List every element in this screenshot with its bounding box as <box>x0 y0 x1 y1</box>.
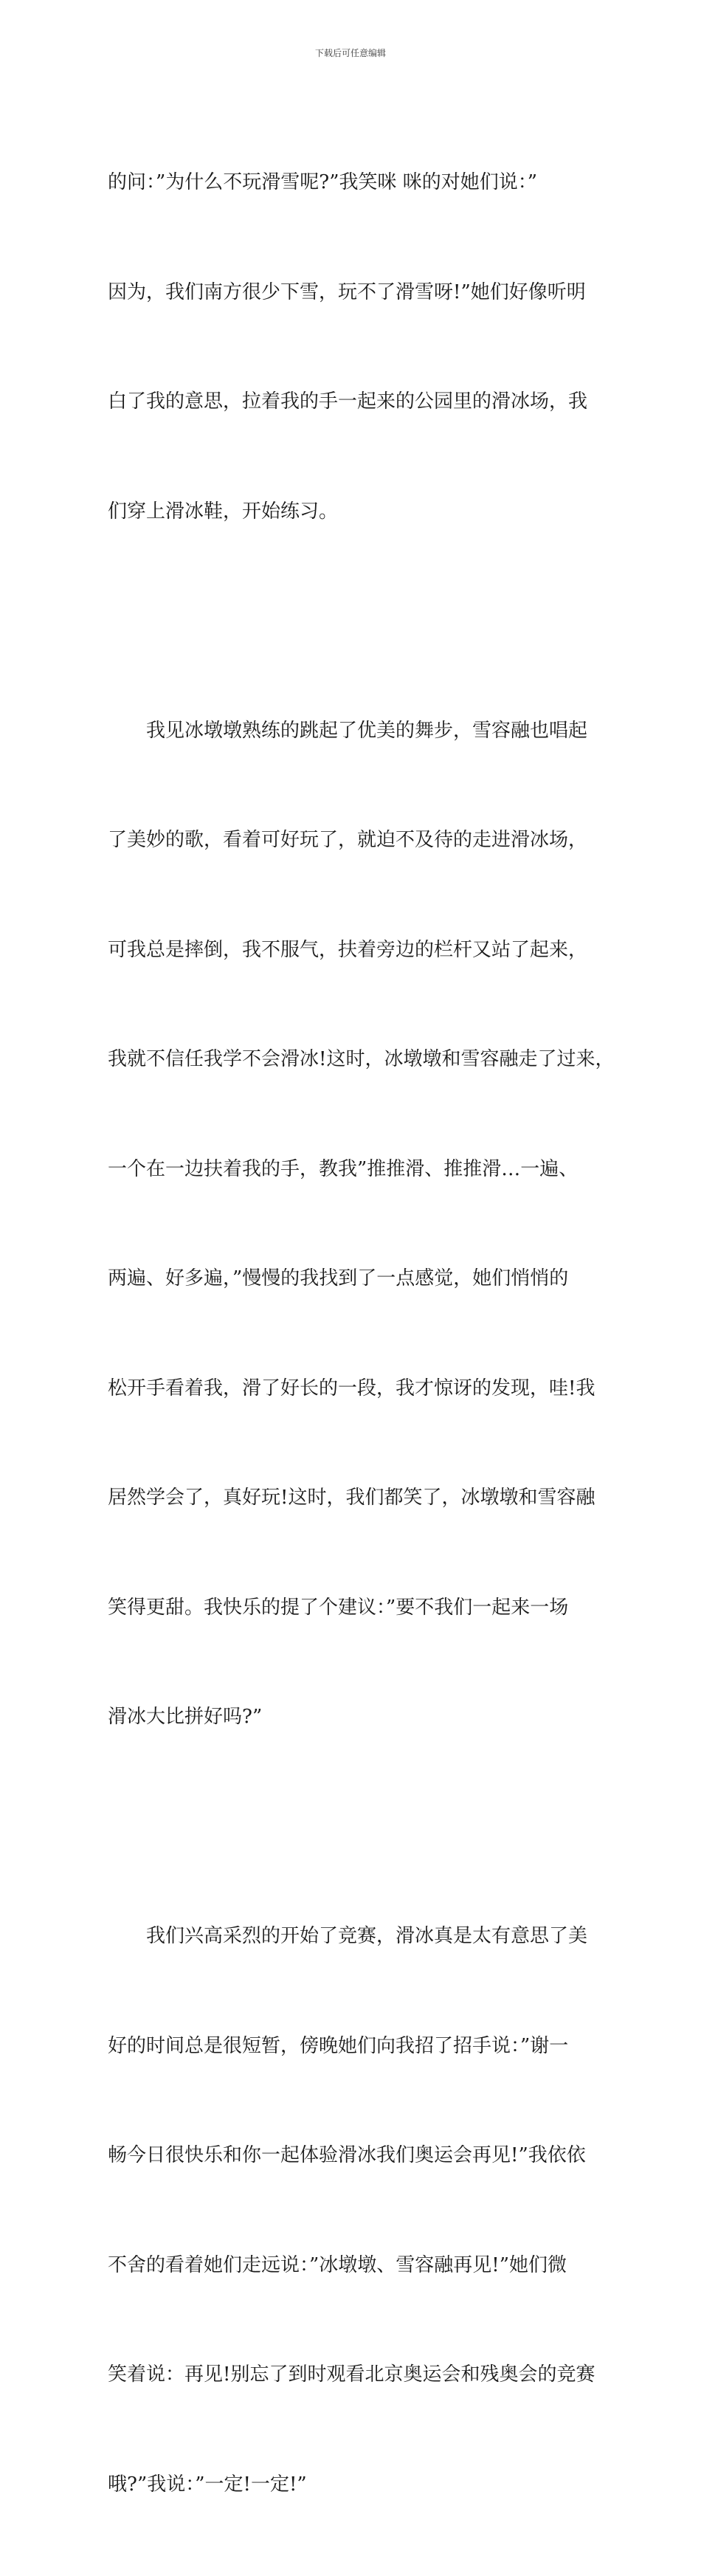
document-body <box>108 92 615 2576</box>
text-line: 哦?”我说：”一定!一定!” <box>108 2473 307 2496</box>
text-line: 我就不信任我学不会滑冰!这时，冰墩墩和雪容融走了过来， <box>108 1048 615 1070</box>
text-line: 我见冰墩墩熟练的跳起了优美的舞步，雪容融也唱起 <box>108 719 588 742</box>
text-line: 笑得更甜。我快乐的提了个建议：”要不我们一起来一场 <box>108 1596 569 1619</box>
paragraph-2 <box>108 640 615 1809</box>
text-line: 好的时间总是很短暂，傍晚她们向我招了招手说：”谢一 <box>108 2034 569 2057</box>
text-line: 畅今日很快乐和你一起体验滑冰我们奥运会再见!”我依依 <box>108 2144 586 2166</box>
text-line: 们穿上滑冰鞋，开始练习。 <box>108 500 339 523</box>
text-line: 笑着说：再见!别忘了到时观看北京奥运会和残奥会的竞赛 <box>108 2363 595 2386</box>
text-line: 两遍、好多遍，”慢慢的我找到了一点感觉，她们悄悄的 <box>108 1267 569 1289</box>
text-line: 松开手看着我，滑了好长的一段，我才惊讶的发现，哇!我 <box>108 1377 595 1399</box>
paragraph-1 <box>108 92 610 603</box>
text-line: 可我总是摔倒，我不服气，扶着旁边的栏杆又站了起来， <box>108 938 588 961</box>
text-line: 滑冰大比拼好吗?” <box>108 1706 263 1728</box>
paragraph-3 <box>108 1845 610 2576</box>
text-line: 白了我的意思，拉着我的手一起来的公园里的滑冰场，我 <box>108 390 588 413</box>
text-line: 不舍的看着她们走远说：”冰墩墩、雪容融再见!”她们微 <box>108 2253 567 2276</box>
text-line: 一个在一边扶着我的手，教我”推推滑、推推滑…一遍、 <box>108 1157 579 1180</box>
text-line: 我们兴高采烈的开始了竞赛，滑冰真是太有意思了美 <box>108 1925 588 1947</box>
text-line: 居然学会了，真好玩!这时，我们都笑了，冰墩墩和雪容融 <box>108 1487 595 1509</box>
text-line: 因为，我们南方很少下雪，玩不了滑雪呀!”她们好像听明 <box>108 280 586 303</box>
page-header: 下载后可任意编辑 <box>314 48 386 58</box>
text-line: 了美妙的歌，看着可好玩了，就迫不及待的走进滑冰场， <box>108 829 588 851</box>
text-line: 的问：”为什么不玩滑雪呢?”我笑咪 咪的对她们说：” <box>108 171 538 193</box>
